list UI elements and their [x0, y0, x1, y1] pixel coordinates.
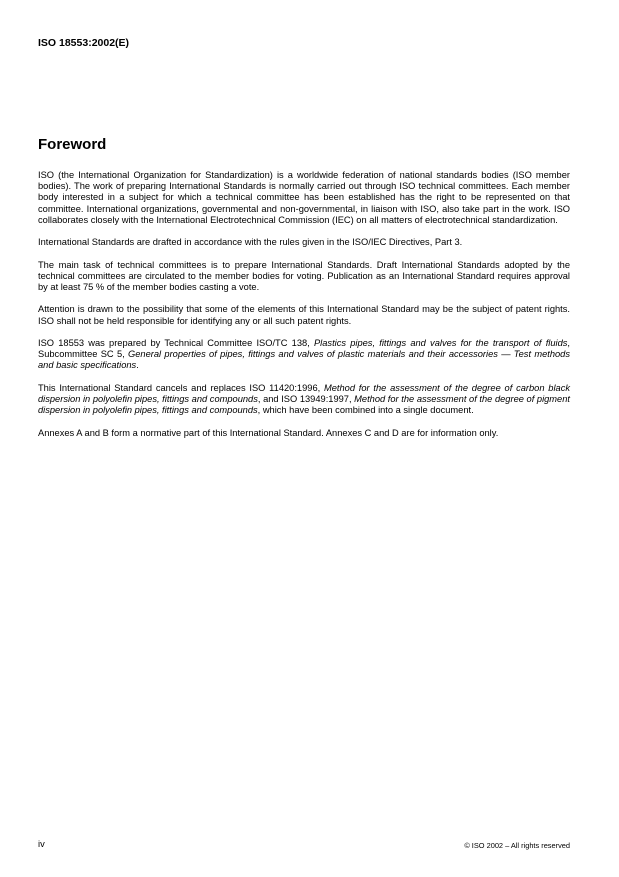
- paragraph-1: ISO (the International Organization for Standardization) is a worldwide federation of national standards bodies (ISO member bodies). The work of preparing International Standards is normally carried out through ISO technical committees. Each member body interested in a subject for which a technical committee has been established has the right to be represented on that committee. International organizations, governmental and non-governmental, in liaison with ISO, also take part in the work. ISO collaborates closely with the International Electrotechnical Commission (IEC) on all matters of electrotechnical standardization.: [38, 170, 570, 225]
- p5-text-e: .: [136, 360, 139, 371]
- p6-text-c: , and ISO 13949:1997,: [257, 393, 355, 404]
- p5-subcommittee-title: General properties of pipes, fittings and valves of plastic materials and their accessories — Test methods and basic specifications: [38, 349, 571, 371]
- p6-text-e: , which have been combined into a single document.: [257, 405, 474, 416]
- paragraph-7: Annexes A and B form a normative part of this International Standard. Annexes C and D are for information only.: [38, 427, 499, 438]
- paragraph-5: [38, 338, 570, 372]
- paragraph-3: The main task of technical committees is to prepare International Standards. Draft International Standards adopted by the technical committees are circulated to the member bodies for voting. Publication as an International Standard requires approval by at least 75 % of the member bodies casting a vote.: [38, 259, 570, 292]
- p6-standard-title-1: Method for the assessment of the degree of carbon black dispersion in polyolefin pipes, fittings and compounds: [38, 382, 570, 404]
- paragraph-4: Attention is drawn to the possibility that some of the elements of this International Standard may be the subject of patent rights. ISO shall not be held responsible for identifying any or all such patent rights.: [38, 304, 570, 326]
- document-id-header: ISO 18553:2002(E): [38, 37, 130, 49]
- p5-committee-title: Plastics pipes, fittings and valves for the transport of fluids: [313, 337, 568, 348]
- p5-text-a: ISO 18553 was prepared by Technical Committee ISO/TC 138,: [38, 337, 314, 348]
- p6-standard-title-2: Method for the assessment of the degree of pigment dispersion in polyolefin pipes, fittings and compounds: [38, 393, 570, 416]
- page-number: iv: [38, 839, 45, 849]
- p6-text-a: This International Standard cancels and replaces ISO 11420:1996,: [38, 382, 324, 393]
- paragraph-6: [38, 383, 570, 417]
- foreword-body: [38, 170, 570, 450]
- copyright-notice: © ISO 2002 – All rights reserved: [464, 841, 570, 850]
- paragraph-2: International Standards are drafted in accordance with the rules given in the ISO/IEC Directives, Part 3.: [38, 237, 463, 248]
- page-title: Foreword: [38, 136, 107, 153]
- p5-text-c: , Subcommittee SC 5,: [38, 337, 570, 360]
